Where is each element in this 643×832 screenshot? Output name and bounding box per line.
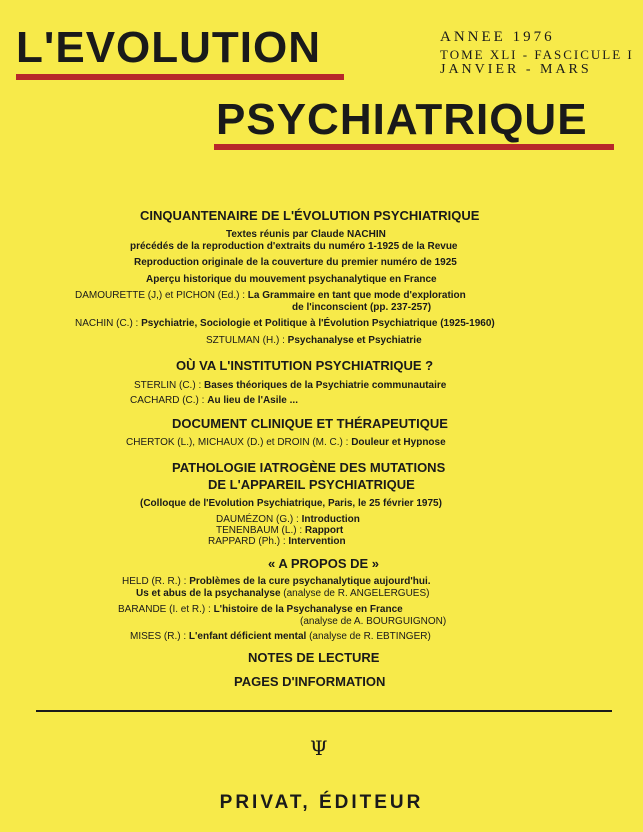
section-heading-notes: NOTES DE LECTURE bbox=[248, 650, 380, 665]
toc-line: précédés de la reproduction d'extraits du numéro 1-1925 de la Revue bbox=[130, 241, 458, 252]
toc-entry: MISES (R.) : L'enfant déficient mental (analyse de R. EBTINGER) bbox=[130, 631, 431, 642]
toc-line: Aperçu historique du mouvement psychanalytique en France bbox=[146, 274, 437, 285]
toc-entry: NACHIN (C.) : Psychiatrie, Sociologie et Politique à l'Évolution Psychiatrique (1925-1960) bbox=[75, 318, 495, 329]
toc-line: Textes réunis par Claude NACHIN bbox=[226, 229, 386, 240]
toc-entry: CACHARD (C.) : Au lieu de l'Asile ... bbox=[130, 395, 298, 406]
toc-entry: Us et abus de la psychanalyse (analyse de R. ANGELERGUES) bbox=[136, 588, 430, 599]
toc-line: (analyse de A. BOURGUIGNON) bbox=[300, 616, 447, 627]
toc-entry: DAMOURETTE (J,) et PICHON (Ed.) : La Grammaire en tant que mode d'exploration bbox=[75, 290, 466, 301]
section-heading-cinquantenaire: CINQUANTENAIRE DE L'ÉVOLUTION PSYCHIATRIQUE bbox=[140, 208, 480, 223]
toc-entry: TENENBAUM (L.) : Rapport bbox=[216, 525, 344, 536]
psi-logo: Ψ bbox=[310, 736, 328, 760]
issue-period: JANVIER - MARS bbox=[440, 62, 592, 77]
footer-divider bbox=[36, 710, 612, 712]
journal-title-line2: PSYCHIATRIQUE bbox=[216, 95, 588, 144]
title-underline-1 bbox=[16, 74, 344, 80]
section-heading-a-propos: « A PROPOS DE » bbox=[268, 556, 380, 571]
journal-title-line1: L'EVOLUTION bbox=[16, 23, 322, 72]
toc-line: (Colloque de l'Evolution Psychiatrique, Paris, le 25 février 1975) bbox=[140, 498, 442, 509]
section-heading-institution: OÙ VA L'INSTITUTION PSYCHIATRIQUE ? bbox=[176, 358, 434, 373]
toc-entry: HELD (R. R.) : Problèmes de la cure psychanalytique aujourd'hui. bbox=[122, 576, 431, 587]
publisher-name: PRIVAT, ÉDITEUR bbox=[219, 792, 424, 813]
section-heading-pathologie-2: DE L'APPAREIL PSYCHIATRIQUE bbox=[208, 477, 415, 492]
toc-entry: DAUMÉZON (G.) : Introduction bbox=[216, 514, 360, 525]
toc-entry: STERLIN (C.) : Bases théoriques de la Psychiatrie communautaire bbox=[134, 380, 447, 391]
issue-tome: TOME XLI - FASCICULE I bbox=[440, 47, 634, 62]
section-heading-pages-info: PAGES D'INFORMATION bbox=[234, 674, 386, 689]
section-heading-document-clinique: DOCUMENT CLINIQUE ET THÉRAPEUTIQUE bbox=[172, 416, 448, 431]
toc-entry: CHERTOK (L.), MICHAUX (D.) et DROIN (M. C.) : Douleur et Hypnose bbox=[126, 437, 446, 448]
issue-year: ANNEE 1976 bbox=[440, 29, 555, 45]
toc-entry: BARANDE (I. et R.) : L'histoire de la Psychanalyse en France bbox=[118, 604, 403, 615]
toc-entry: SZTULMAN (H.) : Psychanalyse et Psychiatrie bbox=[206, 335, 422, 346]
title-underline-2 bbox=[214, 144, 614, 150]
toc-entry: RAPPARD (Ph.) : Intervention bbox=[208, 536, 346, 547]
toc-line: de l'inconscient (pp. 237-257) bbox=[292, 302, 432, 313]
toc-line: Reproduction originale de la couverture du premier numéro de 1925 bbox=[134, 257, 457, 268]
section-heading-pathologie: PATHOLOGIE IATROGÈNE DES MUTATIONS bbox=[172, 460, 446, 475]
